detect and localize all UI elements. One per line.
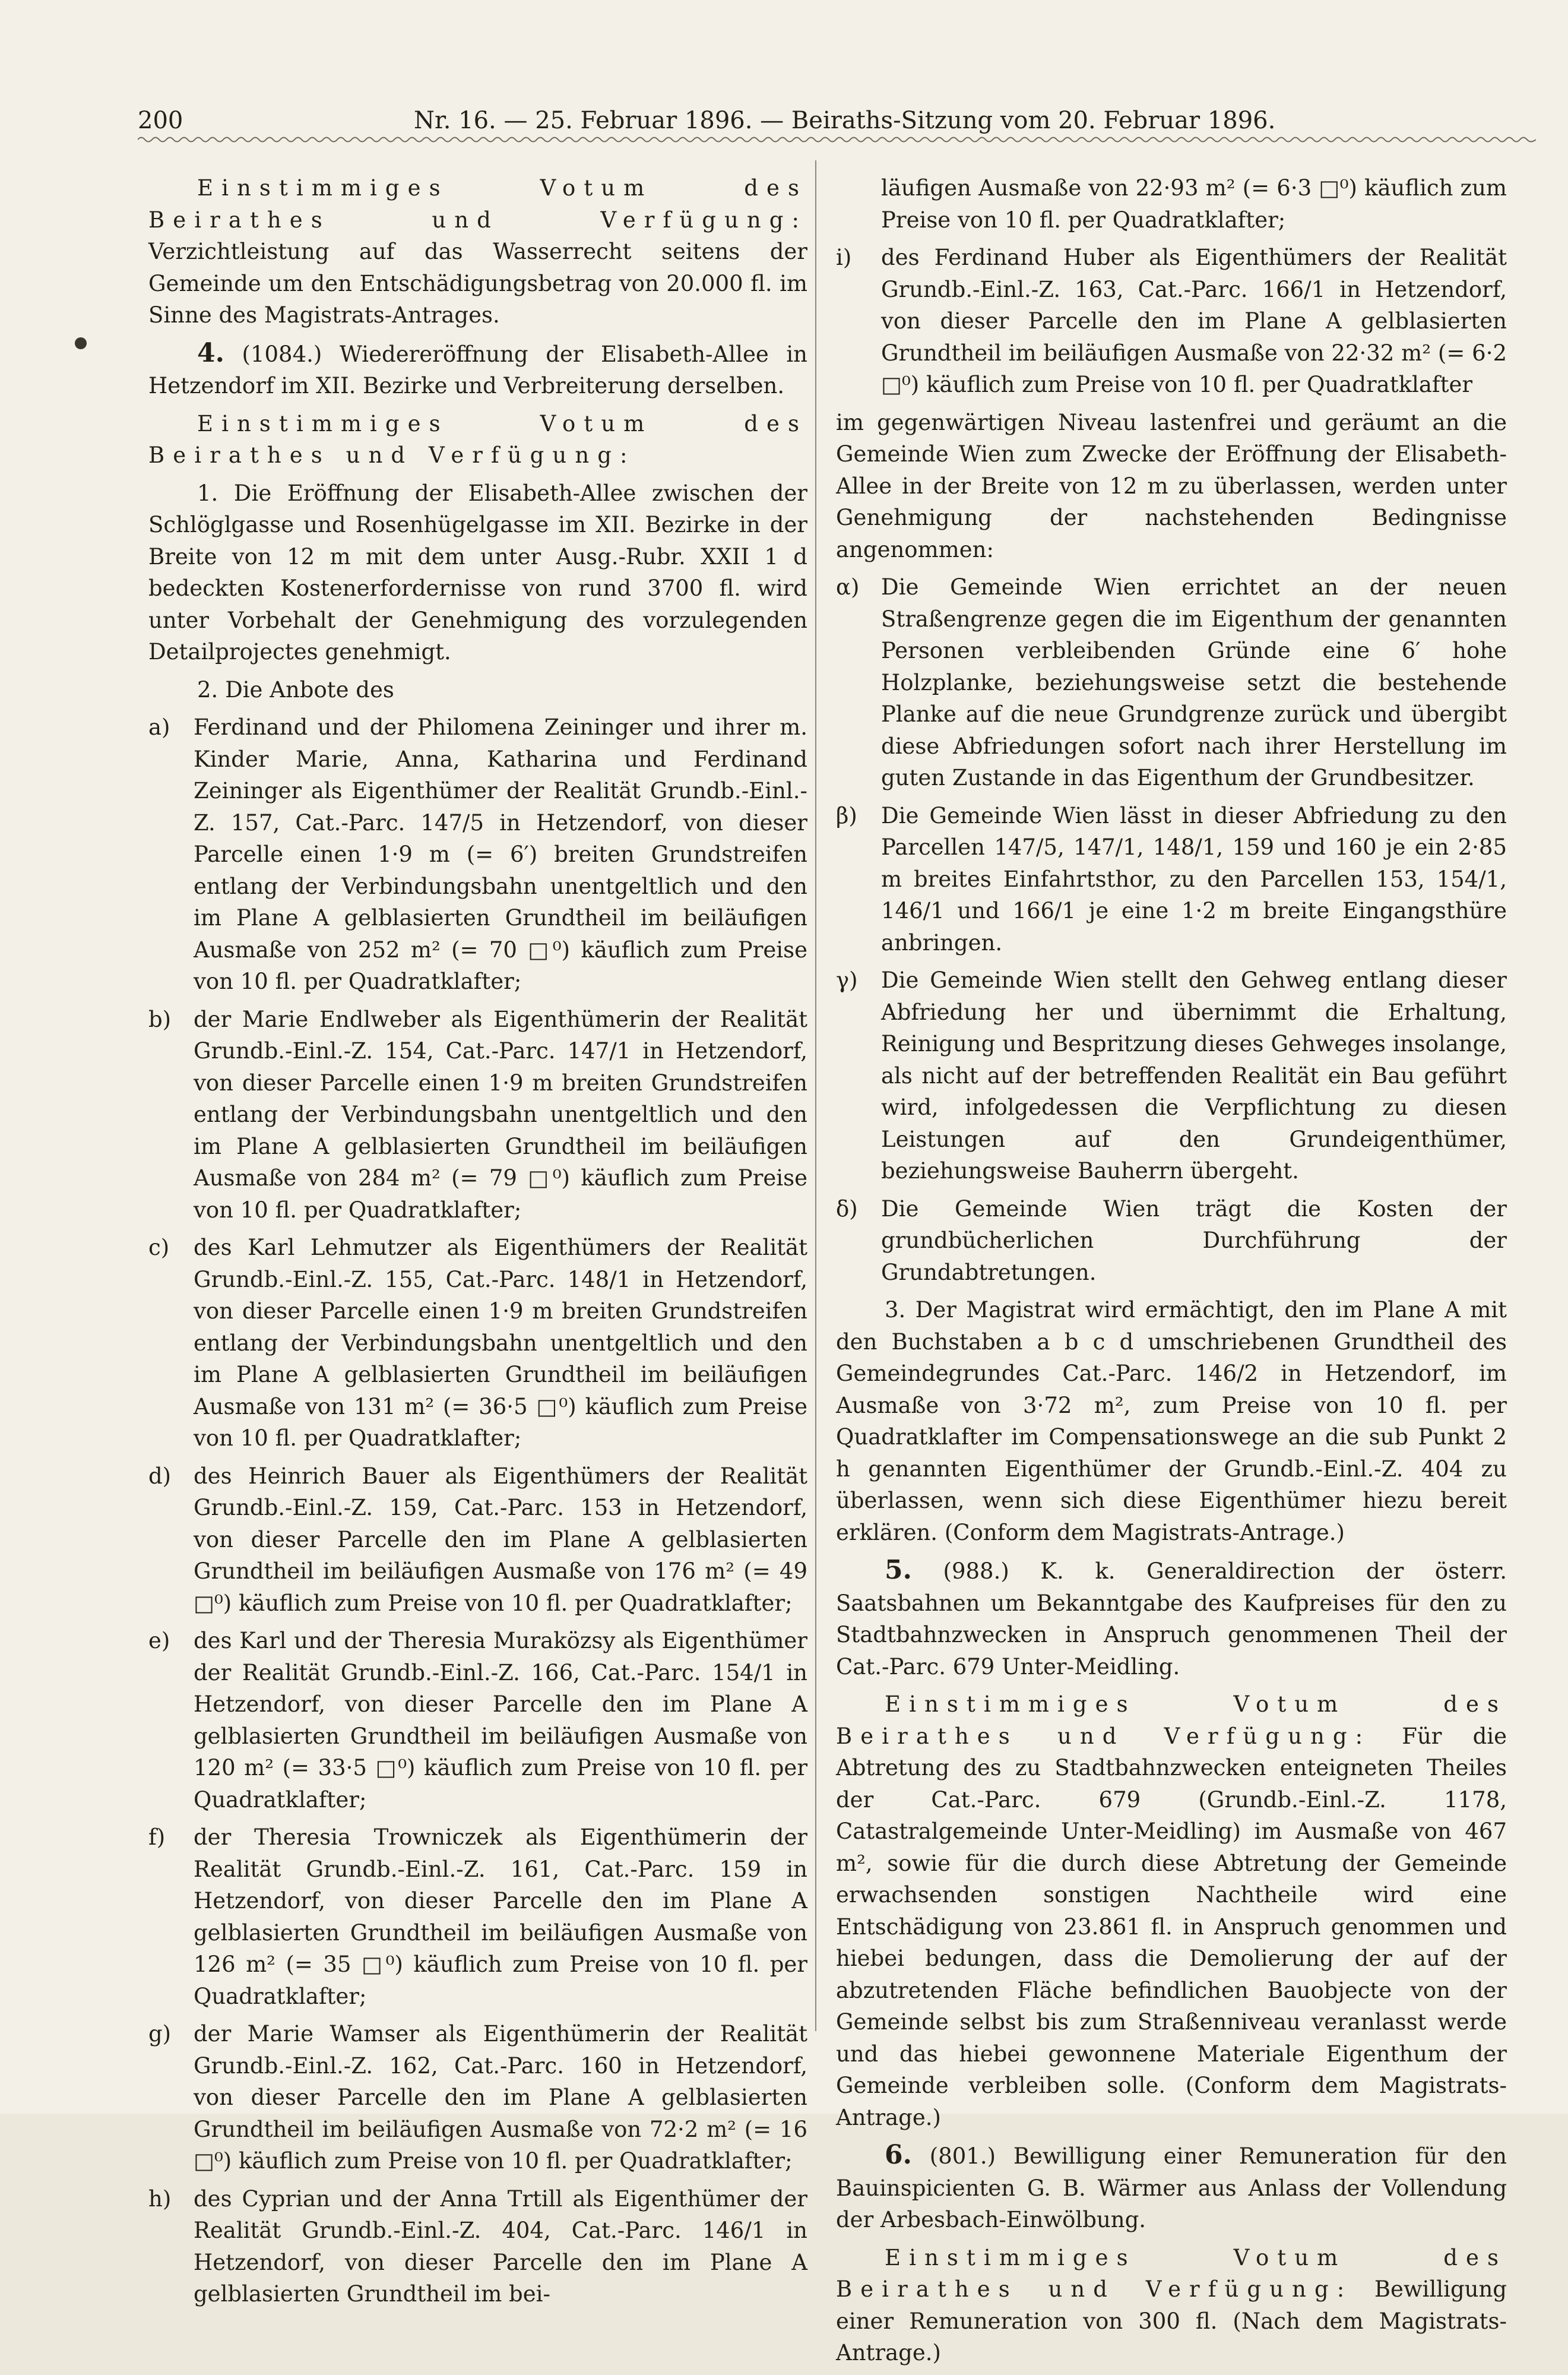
offer-i [836, 242, 1507, 401]
item-number: 4. [197, 337, 224, 368]
item-label: d) [148, 1463, 172, 1489]
item-label: g) [148, 2021, 172, 2047]
vote-lead: Einstimmiges Votum des Beirathes und Verfügung: [148, 410, 807, 468]
item-label: b) [148, 1006, 172, 1032]
left-column [148, 172, 807, 2316]
item-label: h) [148, 2186, 172, 2212]
item-label: γ) [836, 967, 858, 993]
condition-beta [836, 800, 1507, 959]
offer-b [148, 1004, 807, 1226]
item-text: Ferdinand und der Philomena Zeininger und ihrer m. Kinder Marie, Anna, Katharina und Ferdinand Zeininger als Eigenthümer der Realität Grundb.-Einl.-Z. 157, Cat.-Parc. 147/5 in Hetzendorf, von dieser Parcelle einen 1·9 m (= 6′) breiten Grundstreifen entlang der Verbindungsbahn unentgeltlich und den im Plane A gelblasierten Grundtheil im beiläufigen Ausmaße von 252 m² (= 70 □⁰) käuflich zum Preise von 10 fl. per Quadratklafter; [194, 714, 807, 994]
item-text: Die Gemeinde Wien trägt die Kosten der grundbücherlichen Durchführung der Grundabtretungen. [881, 1196, 1507, 1285]
item-title: (1084.) Wiedereröffnung der Elisabeth-Allee in Hetzendorf im XII. Bezirke und Verbreiterung derselben. [148, 341, 807, 399]
right-column [836, 172, 1507, 2375]
item-label: e) [148, 1628, 170, 1653]
item-text: des Cyprian und der Anna Trtill als Eigenthümer der Realität Grundb.-Einl.-Z. 404, Cat.-Parc. 146/1 in Hetzendorf, von dieser Parcelle den im Plane A gelblasierten Grundtheil im bei- [194, 2186, 807, 2307]
item-text: Die Gemeinde Wien lässt in dieser Abfriedung zu den Parcellen 147/5, 147/1, 148/1, 159 und 160 je ein 2·85 m breites Einfahrtsthor, zu den Parcellen 153, 154/1, 146/1 und 166/1 je eine 1·2 m breite Eingangsthüre anbringen. [881, 802, 1507, 956]
offer-h [148, 2183, 807, 2310]
running-head: Nr. 16. — 25. Februar 1896. — Beiraths-Sitzung vom 20. Februar 1896. [414, 107, 1276, 134]
item-title: (801.) Bewilligung einer Remuneration für den Bauinspicienten G. B. Wärmer aus Anlass der Vollendung der Arbesbach-Einwölbung. [836, 2143, 1507, 2232]
item-title: (988.) K. k. Generaldirection der österr. Saatsbahnen um Bekanntgabe des Kaufpreises für den zu Stadtbahnzwecken in Anspruch genommenen Theil der Cat.-Parc. 679 Unter-Meidling. [836, 1558, 1507, 1680]
header-wavy-rule [138, 134, 1536, 145]
item-number: 5. [885, 1555, 912, 1585]
item-label: c) [148, 1235, 170, 1260]
point-3: 3. Der Magistrat wird ermächtigt, den im Plane A mit den Buchstaben a b c d umschriebenen Grundtheil des Gemeindegrundes Cat.-Parc. 146/2 in Hetzendorf, im Ausmaße von 3·72 m², zum Preise von 10 fl. per Quadratklafter im Compensationswege an die sub Punkt 2 h genannten Eigenthümer der Grundb.-Einl.-Z. 404 zu überlassen, wenn sich diese Eigenthümer hiezu bereit erklären. (Conform dem Magistrats-Antrage.) [836, 1297, 1507, 1545]
item-label: a) [148, 714, 170, 740]
item-number: 6. [885, 2140, 912, 2170]
vote-lead: Einstimmiges Votum des Beirathes und Verfügung: [836, 1691, 1507, 1749]
offer-e [148, 1625, 807, 1816]
vote-lead: Einstimmiges Votum des Beirathes und Verfügung: [148, 175, 807, 233]
item-text: der Marie Wamser als Eigenthümerin der Realität Grundb.-Einl.-Z. 162, Cat.-Parc. 160 in Hetzendorf, von dieser Parcelle den im Plane A gelblasierten Grundtheil im beiläufigen Ausmaße von 72·2 m² (= 16 □⁰) käuflich zum Preise von 10 fl. per Quadratklafter; [194, 2021, 807, 2174]
vote-paragraph-1 [148, 172, 807, 331]
vote-paragraph-5 [836, 1688, 1507, 2133]
margin-ink-dot [75, 337, 87, 349]
point-2-intro: 2. Die Anbote des [197, 676, 394, 703]
item-text: des Ferdinand Huber als Eigenthümers der Realität Grundb.-Einl.-Z. 163, Cat.-Parc. 166/1 in Hetzendorf, von dieser Parcelle den im Plane A gelblasierten Grundtheil im beiläufigen Ausmaße von 22·32 m² (= 6·2 □⁰) käuflich zum Preise von 10 fl. per Quadratklafter [881, 245, 1507, 397]
item-label: δ) [836, 1196, 858, 1222]
item-text: Die Gemeinde Wien stellt den Gehweg entlang dieser Abfriedung her und übernimmt die Erhaltung, Reinigung und Bespritzung dieses Gehweges insolange, als nicht auf der betreffenden Realität ein Bau geführt wird, infolgedessen die Verpflichtung zu diesen Leistungen auf den Grundeigenthümer, beziehungsweise Bauherrn übergeht. [881, 967, 1507, 1184]
agenda-item-6 [836, 2139, 1507, 2236]
offer-h-continued [836, 172, 1507, 236]
vote-text: Für die Abtretung des zu Stadtbahnzwecken enteigneten Theiles der Cat.-Parc. 679 (Grundb.-Einl.-Z. 1178, Catastralgemeinde Unter-Meidling) im Ausmaße von 467 m², sowie für die durch diese Abtretung der Gemeinde erwachsenden sonstigen Nachtheile wird eine Entschädigung von 23.861 fl. in Anspruch genommen und hiebei bedungen, dass die Demolierung der auf der abzutretenden Fläche befindlichen Bauobjecte von der Gemeinde selbst bis zum Straßenniveau veranlasst werde und das hiebei gewonnene Materiale Eigenthum der Gemeinde verbleiben solle. (Conform dem Magistrats-Antrage.) [836, 1723, 1507, 2130]
offer-a [148, 711, 807, 998]
item-text: der Marie Endlweber als Eigenthümerin der Realität Grundb.-Einl.-Z. 154, Cat.-Parc. 147/1 in Hetzendorf, von dieser Parcelle einen 1·9 m breiten Grundstreifen entlang der Verbindungsbahn unentgeltlich und den im Plane A gelblasierten Grundtheil im beiläufigen Ausmaße von 284 m² (= 79 □⁰) käuflich zum Preise von 10 fl. per Quadratklafter; [194, 1006, 807, 1223]
item-text: der Theresia Trowniczek als Eigenthümerin der Realität Grundb.-Einl.-Z. 161, Cat.-Parc. 159 in Hetzendorf, von dieser Parcelle den im Plane A gelblasierten Grundtheil im beiläufigen Ausmaße von 126 m² (= 35 □⁰) käuflich zum Preise von 10 fl. per Quadratklafter; [194, 1824, 807, 2009]
item-text: läufigen Ausmaße von 22·93 m² (= 6·3 □⁰) käuflich zum Preise von 10 fl. per Quadratklafter; [881, 175, 1507, 233]
vote-paragraph-6 [836, 2242, 1507, 2369]
vote-lead: Einstimmiges Votum des Beirathes und Verfügung: [836, 2244, 1507, 2302]
item-label: f) [148, 1824, 166, 1850]
point-1: 1. Die Eröffnung der Elisabeth-Allee zwischen der Schlöglgasse und Rosenhügelgasse im XII. Bezirke in der Breite von 12 m mit dem unter Ausg.-Rubr. XXII 1 d bedeckten Kostenerfordernisse von rund 3700 fl. wird unter Vorbehalt der Genehmigung des vorzulegenden Detailprojectes genehmigt. [148, 480, 807, 665]
offer-d [148, 1460, 807, 1620]
item-label: i) [836, 245, 852, 270]
agenda-item-4 [148, 337, 807, 402]
condition-gamma [836, 964, 1507, 1187]
column-divider [815, 160, 816, 2031]
condition-alpha [836, 571, 1507, 794]
vote-text: Verzichtleistung auf das Wasserrecht seitens der Gemeinde um den Entschädigungsbetrag von 20.000 fl. im Sinne des Magistrats-Antrages. [148, 239, 807, 328]
item-text: Die Gemeinde Wien errichtet an der neuen Straßengrenze gegen die im Eigenthum der genannten Personen verbleibenden Gründe eine 6′ hohe Holzplanke, beziehungsweise setzt die bestehende Planke auf die neue Grundgrenze zurück und übergibt diese Abfriedungen sofort nach ihrer Herstellung im guten Zustande in das Eigenthum der Grundbesitzer. [881, 574, 1507, 790]
item-text: des Karl Lehmutzer als Eigenthümers der Realität Grundb.-Einl.-Z. 155, Cat.-Parc. 148/1 in Hetzendorf, von dieser Parcelle einen 1·9 m breiten Grundstreifen entlang der Verbindungsbahn unentgeltlich und den im Plane A gelblasierten Grundtheil im beiläufigen Ausmaße von 131 m² (= 36·5 □⁰) käuflich zum Preise von 10 fl. per Quadratklafter; [194, 1235, 807, 1451]
offer-g [148, 2018, 807, 2177]
page-number: 200 [138, 107, 183, 134]
agenda-item-5 [836, 1554, 1507, 1683]
conditions-intro: im gegenwärtigen Niveau lastenfrei und geräumt an die Gemeinde Wien zum Zwecke der Eröffnung der Elisabeth-Allee in der Breite von 12 m zu überlassen, werden unter Genehmigung der nachstehenden Bedingnisse angenommen: [836, 409, 1507, 562]
condition-delta [836, 1193, 1507, 1289]
item-text: des Karl und der Theresia Muraközsy als Eigenthümer der Realität Grundb.-Einl.-Z. 166, Cat.-Parc. 154/1 in Hetzendorf, von dieser Parcelle den im Plane A gelblasierten Grundtheil im beiläufigen Ausmaße von 120 m² (= 33·5 □⁰) käuflich zum Preise von 10 fl. per Quadratklafter; [194, 1628, 807, 1813]
item-text: des Heinrich Bauer als Eigenthümers der Realität Grundb.-Einl.-Z. 159, Cat.-Parc. 153 in Hetzendorf, von dieser Parcelle den im Plane A gelblasierten Grundtheil im beiläufigen Ausmaße von 176 m² (= 49 □⁰) käuflich zum Preise von 10 fl. per Quadratklafter; [194, 1463, 807, 1616]
offer-f [148, 1821, 807, 2012]
item-label: β) [836, 802, 857, 828]
item-label: α) [836, 574, 860, 600]
vote-paragraph-2 [148, 408, 807, 472]
vote-text: Bewilligung einer Remuneration von 300 fl. (Nach dem Magistrats-Antrage.) [836, 2276, 1507, 2365]
offer-c [148, 1232, 807, 1454]
